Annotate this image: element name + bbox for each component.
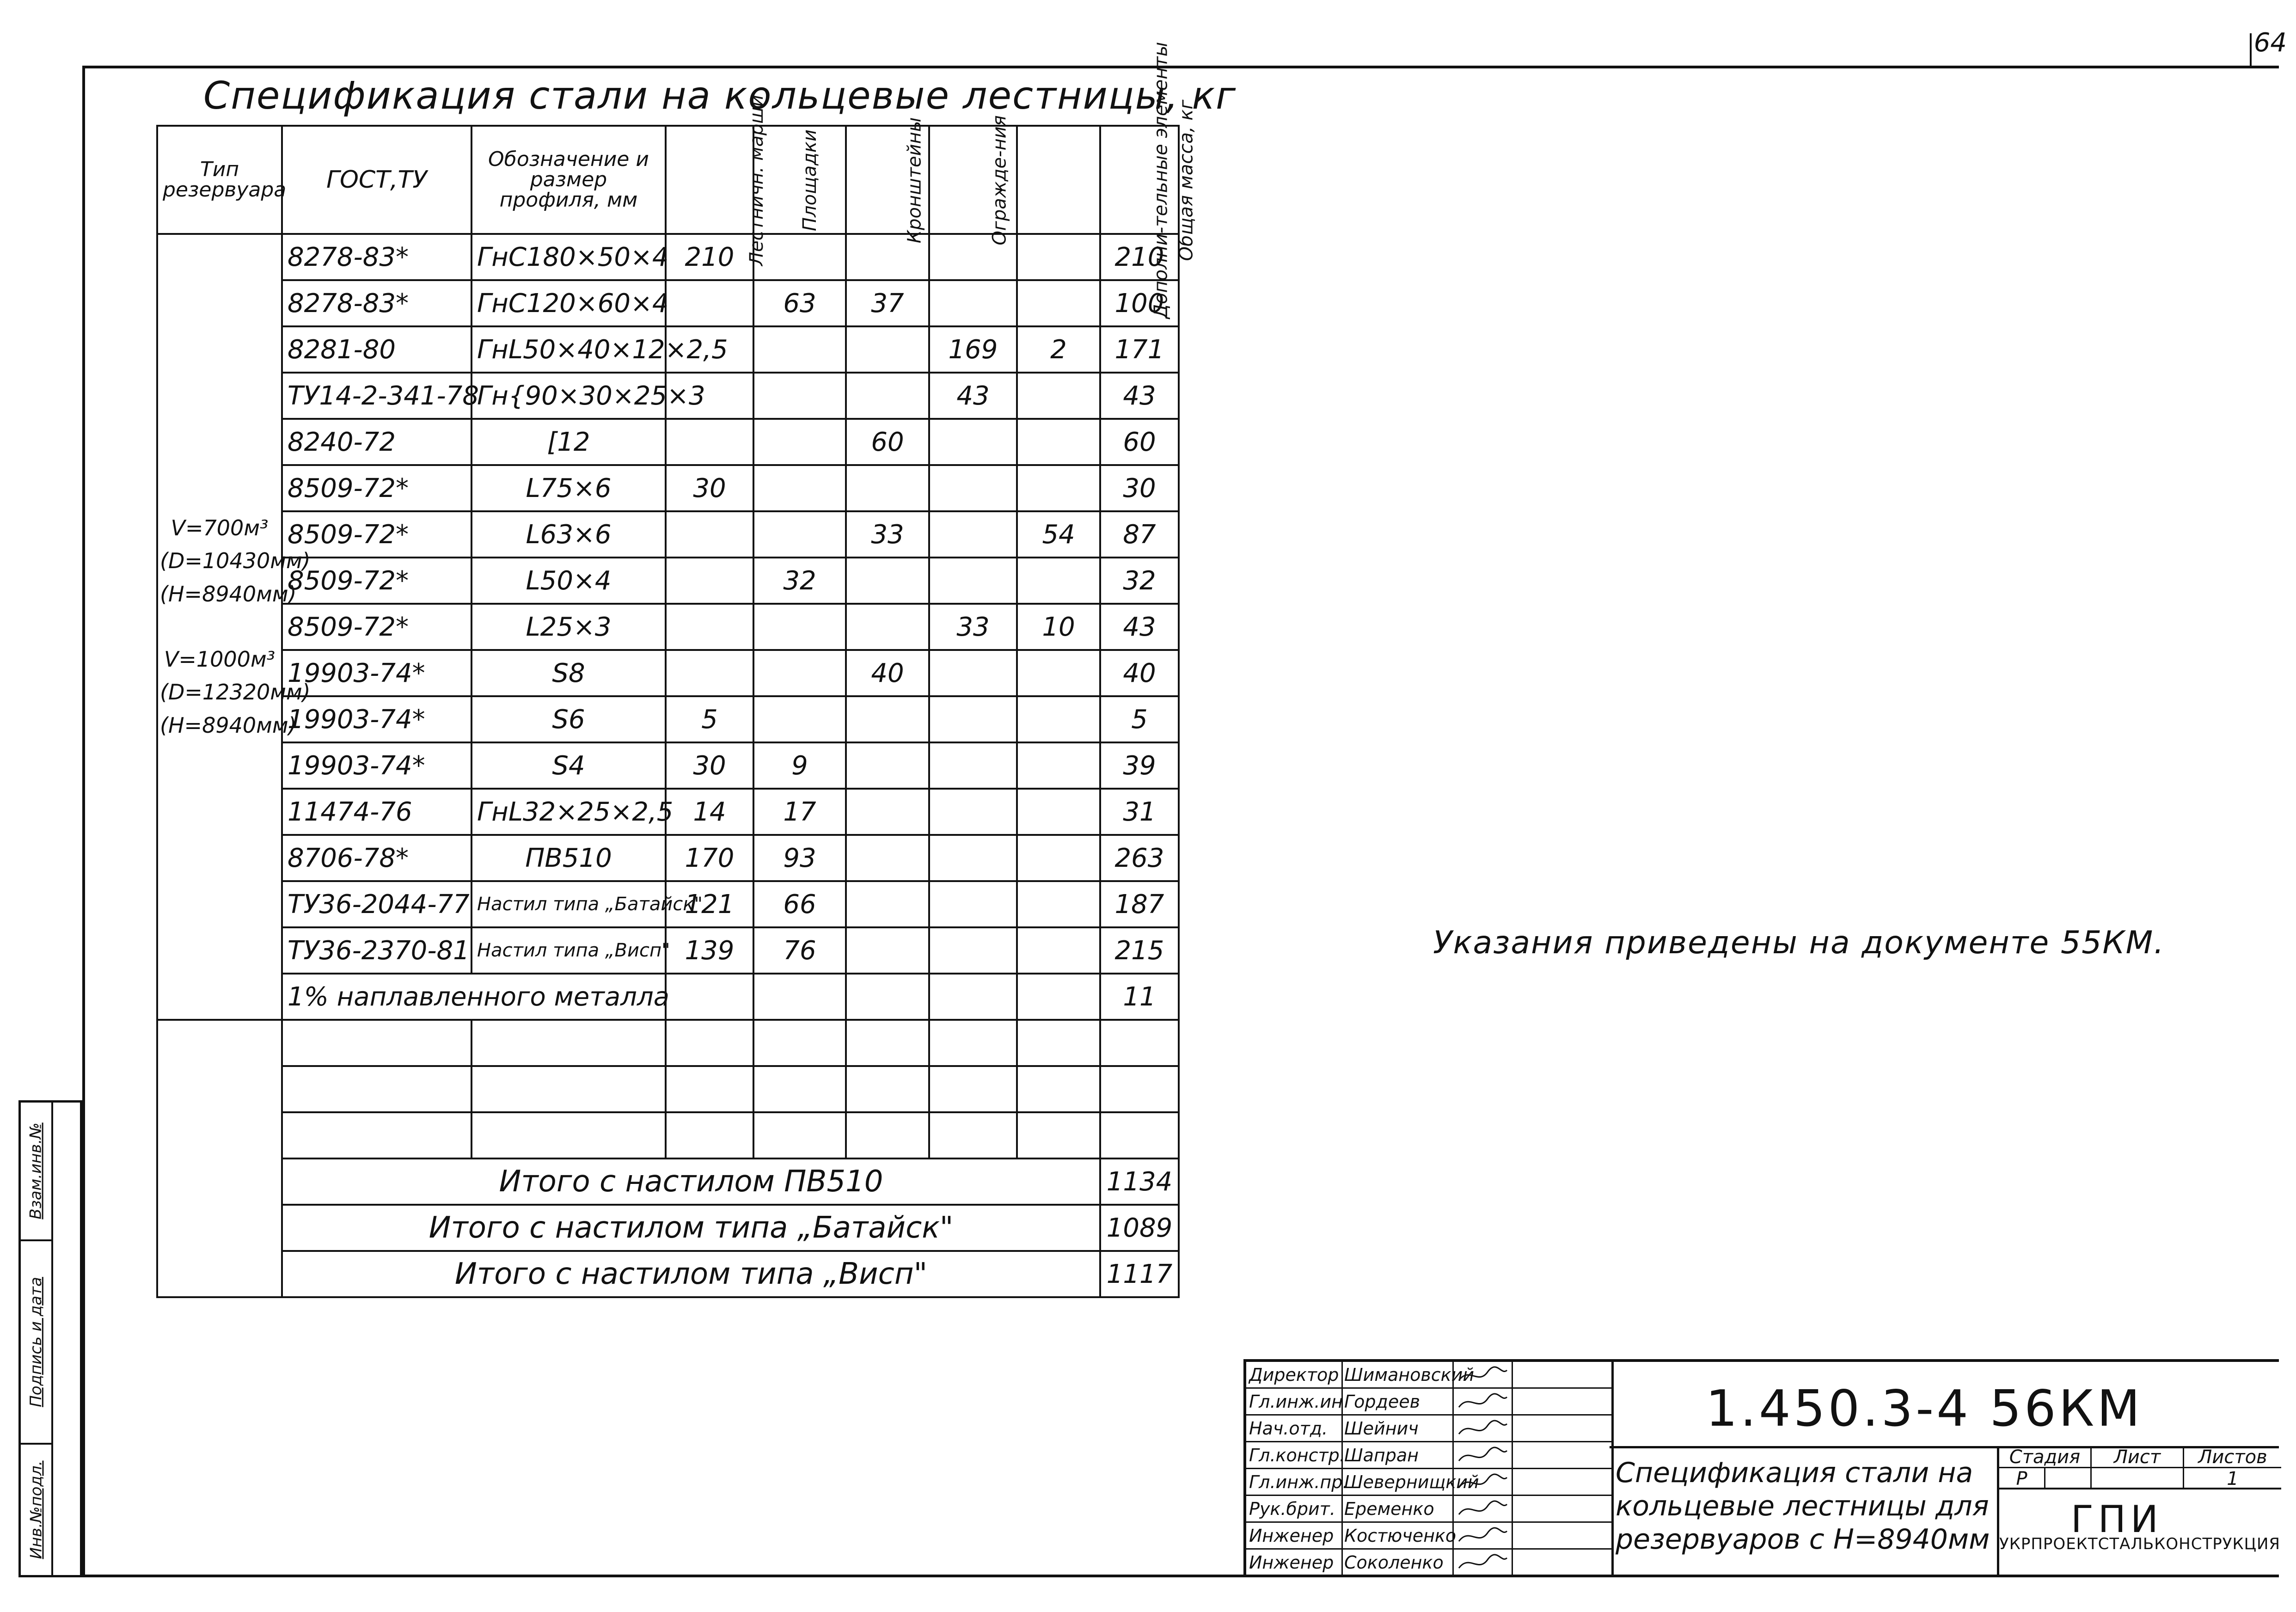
empty-cell <box>929 1112 1017 1158</box>
signature <box>1455 1389 1510 1416</box>
profile-cell: Настил типа „Висп" <box>471 927 666 974</box>
signature <box>1455 1523 1510 1550</box>
approval-name: Шимановский <box>1344 1365 1475 1385</box>
total-cell: 215 <box>1100 927 1179 974</box>
gost-cell: ТУ14-2-341-78 <box>282 373 471 419</box>
extra-cell: 2 <box>1017 326 1100 373</box>
empty-cell <box>1017 1066 1100 1112</box>
weld-metal-label: 1% наплавленного металла <box>282 974 666 1020</box>
approval-name: Шевернищкий <box>1344 1472 1479 1492</box>
fences-cell <box>929 789 1017 835</box>
binding-strip <box>18 1100 82 1577</box>
approval-role: Гл.констр. <box>1249 1445 1345 1465</box>
header-total: Общая масса, кг <box>1176 99 1197 261</box>
extra-cell <box>1017 835 1100 881</box>
profile-cell: ГнС180×50×4 <box>471 234 666 280</box>
empty-cell <box>1017 1020 1100 1066</box>
table-row <box>157 419 1179 465</box>
tank-type-line: V=700м³ <box>171 515 269 541</box>
total-cell: 210 <box>1100 234 1179 280</box>
table-row <box>157 465 1179 511</box>
tank-type-cell <box>157 234 311 1020</box>
description-line: кольцевые лестницы для <box>1616 1490 1989 1522</box>
total-cell: 171 <box>1100 326 1179 373</box>
inv-instead-cell <box>21 1103 51 1241</box>
tank-type-line: V=1000м³ <box>164 647 276 672</box>
ladders-cell: 14 <box>666 789 753 835</box>
fences-cell <box>929 927 1017 974</box>
empty-cell <box>846 974 929 1020</box>
fences-cell <box>929 465 1017 511</box>
brackets-cell <box>846 373 929 419</box>
stage-value: Р <box>1999 1468 2045 1489</box>
header-brackets-cell <box>846 117 929 244</box>
gost-cell: 8509-72* <box>282 465 471 511</box>
tank-type-line: (H=8940мм) <box>160 581 297 607</box>
platforms-cell: 17 <box>753 789 846 835</box>
total-cell: 263 <box>1100 835 1179 881</box>
signature <box>1455 1469 1510 1496</box>
spec-title: Спецификация стали на кольцевые лестницы, кг <box>203 74 1237 118</box>
brackets-cell <box>846 789 929 835</box>
platforms-cell <box>753 326 846 373</box>
organization-short: ГПИ <box>2071 1498 2163 1541</box>
signature <box>1455 1550 1510 1576</box>
header-gost: ГОСТ,ТУ <box>282 126 471 234</box>
header-tank-type: Тип резервуара <box>157 126 282 234</box>
empty-cell <box>753 1020 846 1066</box>
gost-cell: 8281-80 <box>282 326 471 373</box>
header-fences: Огражде-ния <box>989 115 1010 245</box>
total-value: 1134 <box>1100 1158 1179 1205</box>
total-label: Итого с настилом типа „Висп" <box>282 1251 1100 1297</box>
platforms-cell: 66 <box>753 881 846 927</box>
extra-cell <box>1017 742 1100 789</box>
ladders-cell <box>666 280 753 326</box>
table-row <box>157 835 1179 881</box>
blank-row <box>157 1066 1179 1112</box>
empty-cell <box>666 1066 753 1112</box>
gost-cell: 8706-78* <box>282 835 471 881</box>
empty-cell <box>929 1020 1017 1066</box>
fences-cell: 169 <box>929 326 1017 373</box>
approval-row <box>1246 1523 1611 1550</box>
table-row <box>157 234 1179 280</box>
header-brackets: Кронштейны <box>904 117 925 244</box>
approval-name: Соколенко <box>1344 1552 1444 1573</box>
weld-metal-total: 11 <box>1100 974 1179 1020</box>
empty-cell <box>846 1112 929 1158</box>
profile-cell: L63×6 <box>471 511 666 558</box>
table-row <box>157 373 1179 419</box>
empty-cell <box>666 1112 753 1158</box>
approval-row <box>1246 1469 1611 1496</box>
header-platforms: Площадки <box>799 129 821 232</box>
empty-cell <box>282 1020 471 1066</box>
empty-cell <box>282 1112 471 1158</box>
platforms-cell: 63 <box>753 280 846 326</box>
empty-cell <box>1100 1020 1179 1066</box>
instruction-note: Указания приведены на документе 55КМ. <box>1433 925 2165 961</box>
total-label: Итого с настилом ПВ510 <box>282 1158 1100 1205</box>
page-number: 64 <box>2253 28 2287 58</box>
empty-cell <box>753 1112 846 1158</box>
signature <box>1455 1496 1510 1523</box>
gost-cell: 11474-76 <box>282 789 471 835</box>
sheet-header: Лист <box>2092 1446 2184 1468</box>
extra-cell <box>1017 234 1100 280</box>
empty-cell <box>753 974 846 1020</box>
platforms-cell: 32 <box>753 558 846 604</box>
total-cell: 5 <box>1100 696 1179 742</box>
approval-name: Шапран <box>1344 1445 1419 1465</box>
sheet-value <box>2092 1468 2184 1489</box>
brackets-cell <box>846 927 929 974</box>
gost-cell: 19903-74* <box>282 742 471 789</box>
header-profile: Обозначение и размер профиля, мм <box>471 126 666 234</box>
fences-cell <box>929 558 1017 604</box>
platforms-cell <box>753 650 846 696</box>
drawing-description <box>1616 1456 1990 1556</box>
total-cell: 40 <box>1100 650 1179 696</box>
approval-role: Нач.отд. <box>1249 1418 1328 1439</box>
ladders-cell <box>666 604 753 650</box>
table-header-row <box>157 126 1179 234</box>
tank-type-line: (H=8940мм) <box>160 712 297 738</box>
gost-cell: 8278-83* <box>282 234 471 280</box>
ladders-cell: 170 <box>666 835 753 881</box>
extra-cell <box>1017 373 1100 419</box>
platforms-cell <box>753 511 846 558</box>
fences-cell <box>929 696 1017 742</box>
total-cell: 60 <box>1100 419 1179 465</box>
platforms-cell: 76 <box>753 927 846 974</box>
extra-cell <box>1017 280 1100 326</box>
extra-cell <box>1017 419 1100 465</box>
fences-cell <box>929 742 1017 789</box>
approval-role: Рук.брит. <box>1249 1499 1335 1519</box>
ladders-cell: 5 <box>666 696 753 742</box>
approval-row <box>1246 1442 1611 1469</box>
profile-cell: [12 <box>471 419 666 465</box>
header-extra: Дополни-тельные элементы <box>1150 42 1172 319</box>
total-value: 1117 <box>1100 1251 1179 1297</box>
signature <box>1455 1416 1510 1442</box>
total-row <box>157 1158 1179 1205</box>
total-label: Итого с настилом типа „Батайск" <box>282 1205 1100 1251</box>
profile-cell: ПВ510 <box>471 835 666 881</box>
sign-date-label: Подпись и дата <box>27 1277 46 1407</box>
table-row <box>157 742 1179 789</box>
gost-cell: ТУ36-2370-81 <box>282 927 471 974</box>
table-row <box>157 604 1179 650</box>
table-row <box>157 280 1179 326</box>
document-code: 1.450.3-4 56КМ <box>1706 1380 2143 1438</box>
profile-cell: L25×3 <box>471 604 666 650</box>
empty-cell <box>846 1066 929 1112</box>
profile-cell: S8 <box>471 650 666 696</box>
gost-cell: ТУ36-2044-77 <box>282 881 471 927</box>
total-cell: 87 <box>1100 511 1179 558</box>
approval-name: Костюченко <box>1344 1526 1457 1546</box>
sheet-number-divider <box>2250 33 2252 66</box>
total-cell: 39 <box>1100 742 1179 789</box>
table-row <box>157 326 1179 373</box>
ladders-cell <box>666 558 753 604</box>
sheets-header: Листов <box>2184 1446 2281 1468</box>
total-cell: 100 <box>1100 280 1179 326</box>
total-cell: 43 <box>1100 604 1179 650</box>
platforms-cell <box>753 373 846 419</box>
profile-cell: S6 <box>471 696 666 742</box>
sheets-value: 1 <box>2184 1468 2281 1489</box>
extra-cell <box>1017 558 1100 604</box>
profile-cell: ГнL32×25×2,5 <box>471 789 666 835</box>
extra-cell <box>1017 465 1100 511</box>
ladders-cell: 139 <box>666 927 753 974</box>
brackets-cell <box>846 558 929 604</box>
approval-name: Шейнич <box>1344 1418 1419 1439</box>
empty-cell <box>471 1020 666 1066</box>
approval-row <box>1246 1362 1611 1389</box>
blank-row <box>157 1112 1179 1158</box>
approval-role: Гл.инж.пр. <box>1249 1472 1348 1492</box>
extra-cell <box>1017 881 1100 927</box>
empty-cell <box>666 974 753 1020</box>
fences-cell <box>929 280 1017 326</box>
total-cell: 31 <box>1100 789 1179 835</box>
empty-cell <box>753 1066 846 1112</box>
gost-cell: 8278-83* <box>282 280 471 326</box>
ladders-cell: 30 <box>666 742 753 789</box>
blank-row <box>157 1020 1179 1066</box>
total-value: 1089 <box>1100 1205 1179 1251</box>
platforms-cell <box>753 419 846 465</box>
total-cell: 187 <box>1100 881 1179 927</box>
gost-cell: 19903-74* <box>282 696 471 742</box>
weld-metal-row <box>157 974 1179 1020</box>
stage-blank <box>2045 1468 2092 1489</box>
gost-cell: 8240-72 <box>282 419 471 465</box>
ladders-cell <box>666 419 753 465</box>
header-fences-cell <box>929 115 1017 245</box>
profile-cell: L50×4 <box>471 558 666 604</box>
inv-instead-label: Взам.инв.№ <box>27 1122 46 1220</box>
gost-cell: 19903-74* <box>282 650 471 696</box>
ladders-cell: 210 <box>666 234 753 280</box>
empty-cell <box>846 1020 929 1066</box>
total-row <box>157 1205 1179 1251</box>
empty-cell <box>282 1066 471 1112</box>
approval-name: Еременко <box>1344 1499 1434 1519</box>
profile-cell: Гн{90×30×25×3 <box>471 373 666 419</box>
platforms-cell <box>753 604 846 650</box>
signature <box>1455 1362 1510 1389</box>
empty-cell <box>929 1066 1017 1112</box>
extra-cell: 10 <box>1017 604 1100 650</box>
platforms-cell: 93 <box>753 835 846 881</box>
fences-cell <box>929 511 1017 558</box>
brackets-cell <box>846 465 929 511</box>
gost-cell: 8509-72* <box>282 511 471 558</box>
ladders-cell: 121 <box>666 881 753 927</box>
fences-cell <box>929 419 1017 465</box>
table-row <box>157 881 1179 927</box>
approval-name: Гордеев <box>1344 1391 1420 1412</box>
empty-cell <box>1100 1066 1179 1112</box>
approval-role: Гл.инж.ин <box>1249 1391 1343 1412</box>
brackets-cell <box>846 326 929 373</box>
extra-cell: 54 <box>1017 511 1100 558</box>
fences-cell <box>929 835 1017 881</box>
gost-cell: 8509-72* <box>282 604 471 650</box>
binding-strip-divider <box>51 1103 53 1575</box>
total-cell: 43 <box>1100 373 1179 419</box>
approval-row <box>1246 1550 1611 1576</box>
inv-orig-cell <box>21 1445 51 1575</box>
sign-date-cell <box>21 1241 51 1445</box>
fences-cell <box>929 881 1017 927</box>
stage-header: Стадия <box>1999 1446 2092 1468</box>
extra-cell <box>1017 696 1100 742</box>
extra-cell <box>1017 927 1100 974</box>
table-row <box>157 789 1179 835</box>
gost-cell: 8509-72* <box>282 558 471 604</box>
fences-cell: 33 <box>929 604 1017 650</box>
brackets-cell <box>846 696 929 742</box>
approval-role: Инженер <box>1249 1526 1334 1546</box>
empty-cell <box>929 974 1017 1020</box>
tank-type-line: (D=12320мм) <box>160 680 311 705</box>
approval-row <box>1246 1416 1611 1442</box>
brackets-cell <box>846 604 929 650</box>
extra-cell <box>1017 650 1100 696</box>
profile-cell: ГнL50×40×12×2,5 <box>471 326 666 373</box>
table-row <box>157 927 1179 974</box>
approval-role: Директор <box>1249 1365 1339 1385</box>
approval-row <box>1246 1496 1611 1523</box>
platforms-cell <box>753 696 846 742</box>
empty-cell <box>157 1020 282 1297</box>
profile-cell: ГнС120×60×4 <box>471 280 666 326</box>
brackets-cell: 40 <box>846 650 929 696</box>
approval-role: Инженер <box>1249 1552 1334 1573</box>
platforms-cell: 9 <box>753 742 846 789</box>
empty-cell <box>1017 1112 1100 1158</box>
ladders-cell <box>666 511 753 558</box>
brackets-cell <box>846 835 929 881</box>
brackets-cell: 33 <box>846 511 929 558</box>
description-line: Спецификация стали на <box>1616 1457 1973 1489</box>
empty-cell <box>471 1112 666 1158</box>
brackets-cell <box>846 881 929 927</box>
empty-cell <box>666 1020 753 1066</box>
inv-orig-label: Инв.№подл. <box>27 1460 46 1559</box>
brackets-cell: 37 <box>846 280 929 326</box>
fences-cell: 43 <box>929 373 1017 419</box>
brackets-cell: 60 <box>846 419 929 465</box>
profile-cell: L75×6 <box>471 465 666 511</box>
empty-cell <box>471 1066 666 1112</box>
platforms-cell <box>753 465 846 511</box>
signature <box>1455 1442 1510 1469</box>
tank-type-line: (D=10430мм) <box>160 548 311 574</box>
approval-list <box>1246 1362 1614 1577</box>
total-cell: 32 <box>1100 558 1179 604</box>
profile-cell: S4 <box>471 742 666 789</box>
empty-cell <box>1100 1112 1179 1158</box>
total-row <box>157 1251 1179 1297</box>
brackets-cell <box>846 742 929 789</box>
organization-name: УКРПРОЕКТСТАЛЬКОНСТРУКЦИЯ <box>1999 1535 2281 1553</box>
description-line: резервуаров с Н=8940мм <box>1616 1523 1990 1556</box>
profile-cell: Настил типа „Батайск" <box>471 881 666 927</box>
extra-cell <box>1017 789 1100 835</box>
approval-row <box>1246 1389 1611 1416</box>
fences-cell <box>929 650 1017 696</box>
empty-cell <box>1017 974 1100 1020</box>
tank-type-line <box>160 611 279 643</box>
ladders-cell: 30 <box>666 465 753 511</box>
ladders-cell <box>666 650 753 696</box>
total-cell: 30 <box>1100 465 1179 511</box>
header-ladders: Лестничн. марши <box>746 94 768 266</box>
